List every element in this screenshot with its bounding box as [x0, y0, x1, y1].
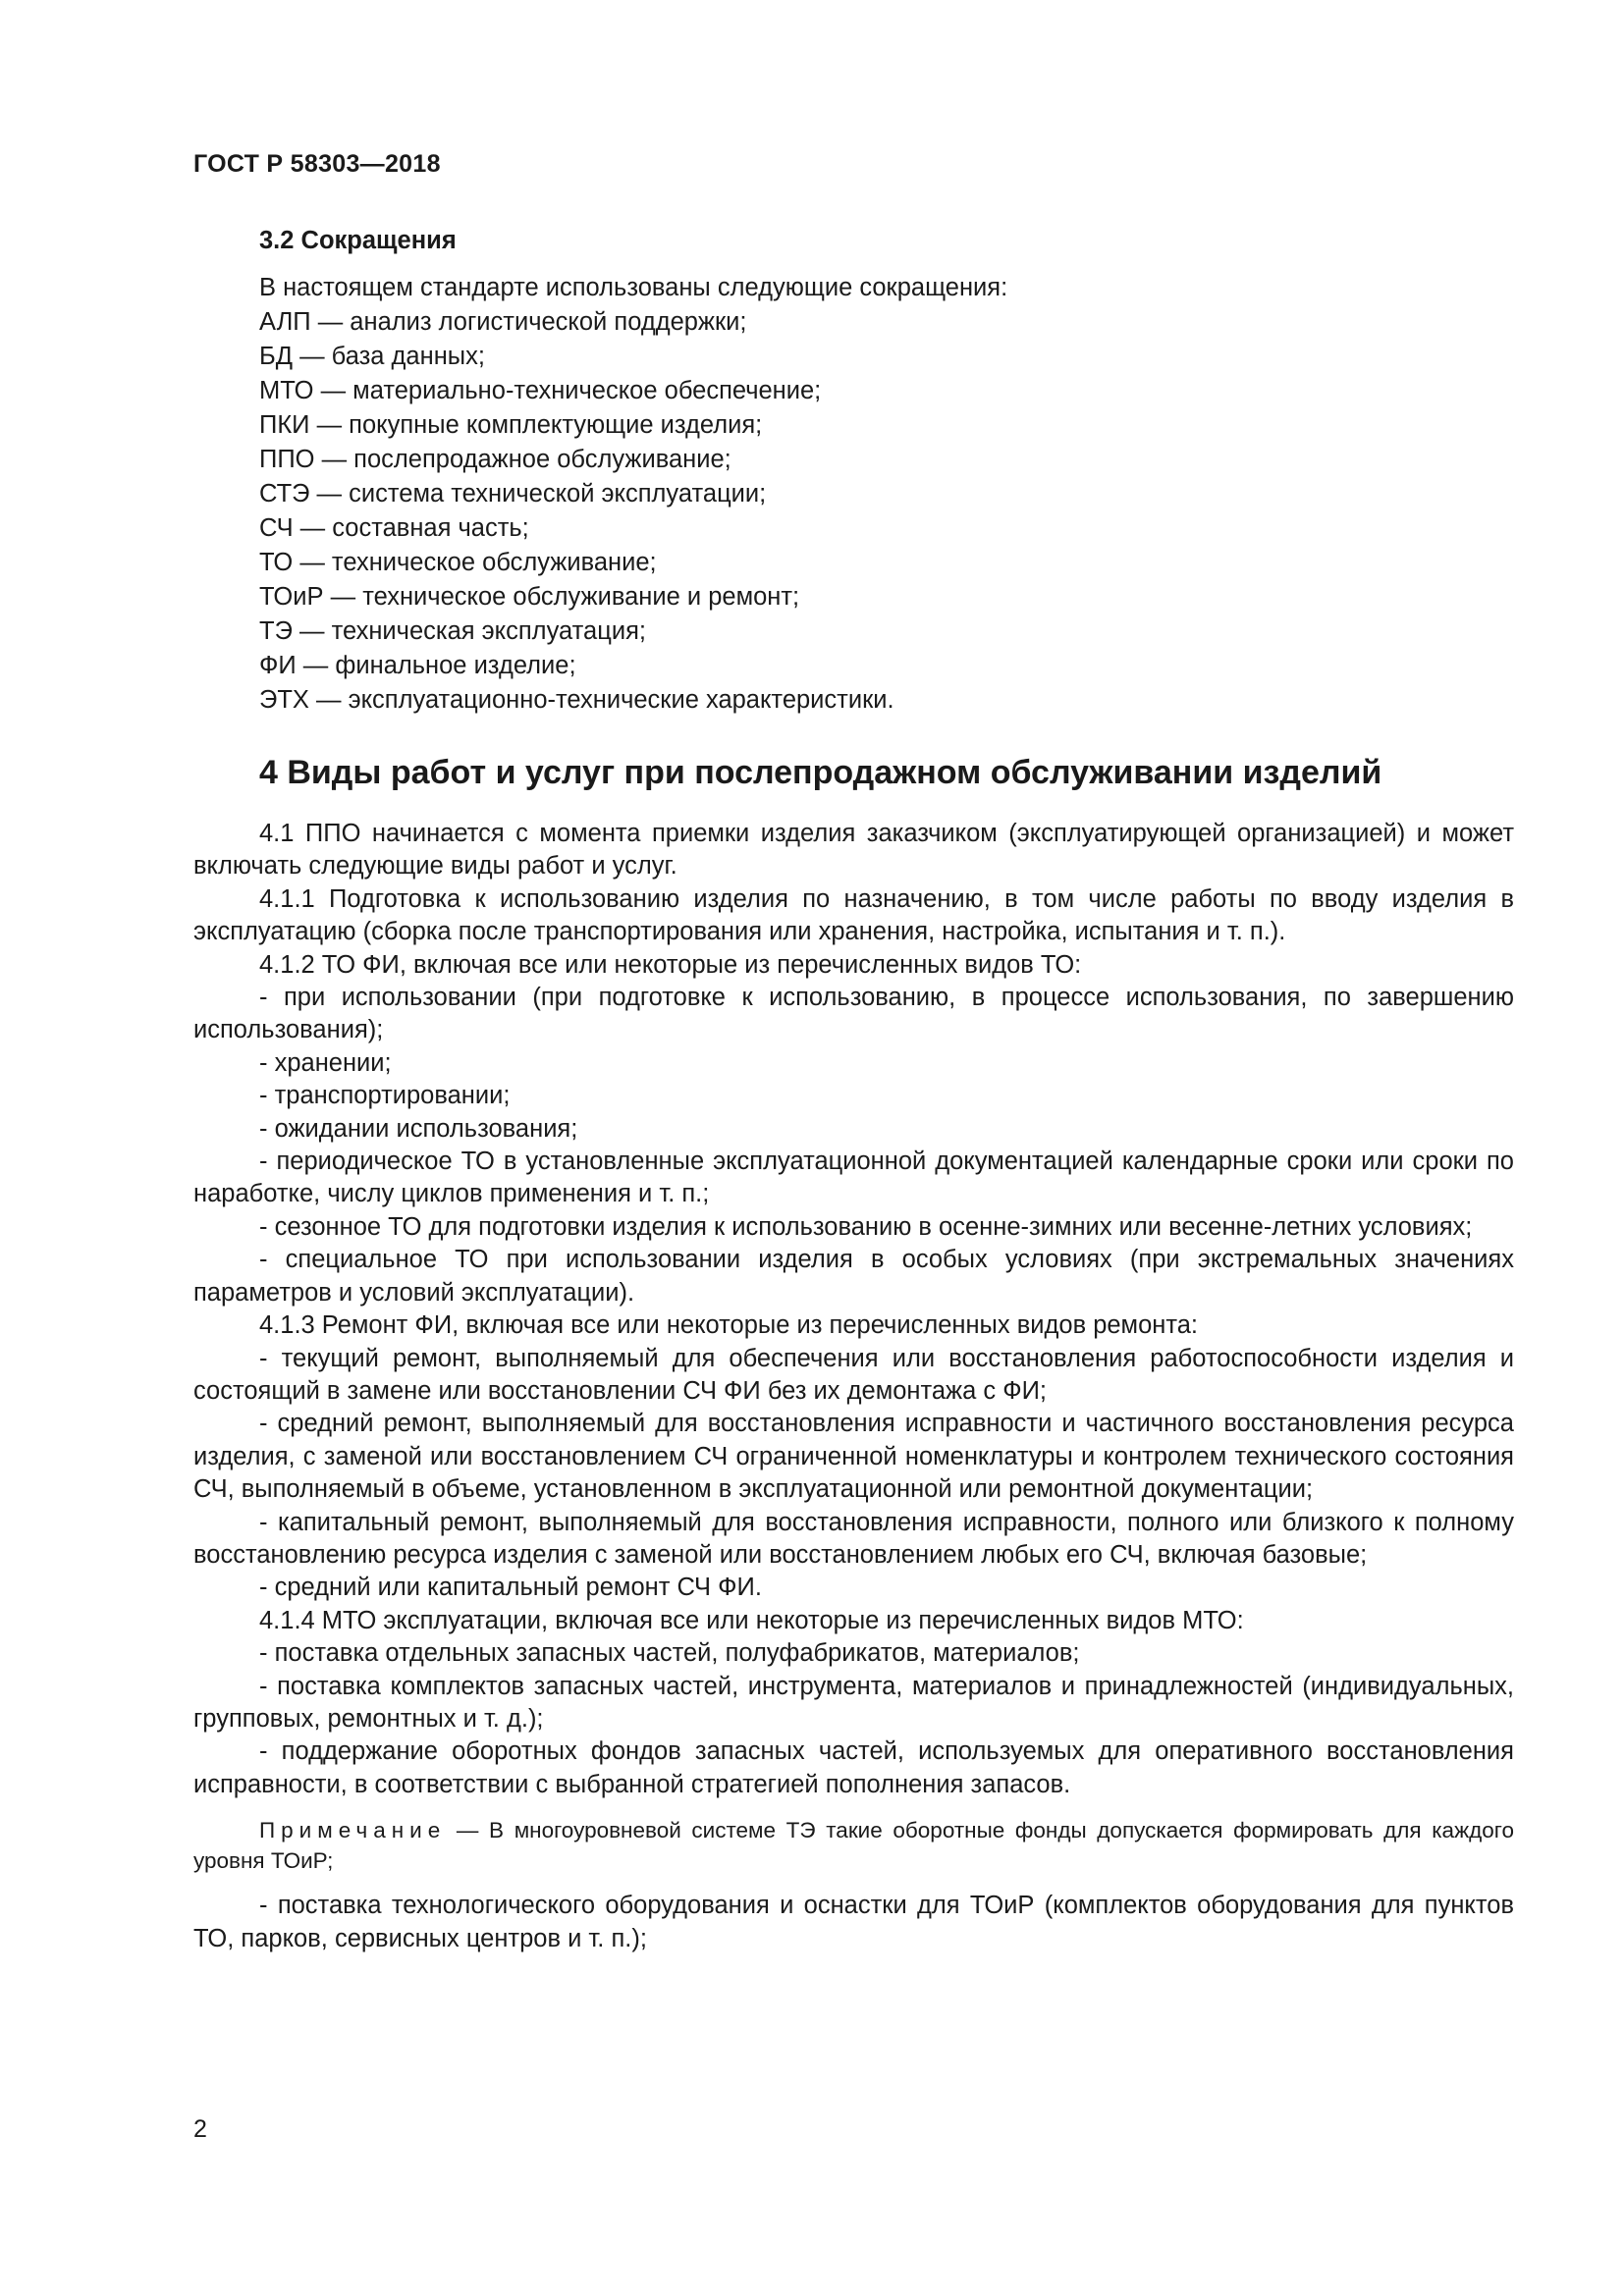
paragraph: - специальное ТО при использовании изделия в особых условиях (при экстремальных значениях параметров и условий эксплуатации).	[193, 1246, 1514, 1307]
paragraph: 4.1.4 МТО эксплуатации, включая все или некоторые из перечисленных видов МТО:	[259, 1606, 1244, 1634]
section-4-body	[193, 818, 1514, 1955]
abbreviations-intro: В настоящем стандарте использованы следующие сокращения:	[259, 274, 1008, 301]
paragraph: - текущий ремонт, выполняемый для обеспечения или восстановления работоспособности изделия и состоящий в замене или восстановлении СЧ ФИ без их демонтажа с ФИ;	[193, 1344, 1514, 1405]
paragraph: - поддержание оборотных фондов запасных частей, используемых для оперативного восстановления исправности, в соответствии с выбранной стратегией пополнения запасов.	[193, 1737, 1514, 1798]
paragraph: 4.1.2 ТО ФИ, включая все или некоторые из перечисленных видов ТО:	[259, 950, 1082, 979]
paragraph: - транспортировании;	[259, 1082, 511, 1110]
note-paragraph	[193, 1815, 1514, 1876]
abbreviation-item: ТОиР — техническое обслуживание и ремонт;	[259, 583, 800, 611]
abbreviation-item: СТЭ — система технической эксплуатации;	[259, 480, 767, 507]
paragraph: - поставка отдельных запасных частей, полуфабрикатов, материалов;	[259, 1639, 1080, 1668]
note-label: Примечание	[259, 1818, 447, 1843]
abbreviation-item: БД — база данных;	[259, 343, 485, 370]
paragraph: - при использовании (при подготовке к использованию, в процессе использования, по завершению использования);	[193, 984, 1514, 1044]
abbreviations-heading: 3.2 Сокращения	[259, 227, 457, 254]
paragraph: 4.1.3 Ремонт ФИ, включая все или некоторые из перечисленных видов ремонта:	[259, 1311, 1199, 1340]
paragraph: - капитальный ремонт, выполняемый для восстановления исправности, полного или близкого к полному восстановлению ресурса изделия с заменой или восстановлением любых его СЧ, включая базовые;	[193, 1508, 1514, 1569]
abbreviation-item: АЛП — анализ логистической поддержки;	[259, 308, 747, 336]
section-4-heading: 4 Виды работ и услуг при послепродажном обслуживании изделий	[259, 754, 1382, 791]
note-text: — В многоуровневой системе ТЭ такие оборотные фонды допускается формировать для каждого уровня ТОиР;	[193, 1818, 1514, 1874]
paragraph: - сезонное ТО для подготовки изделия к использованию в осенне-зимних или весенне-летних условиях;	[259, 1212, 1473, 1241]
paragraph: - средний или капитальный ремонт СЧ ФИ.	[259, 1574, 762, 1602]
abbreviation-item: ЭТХ — эксплуатационно-технические характеристики.	[259, 686, 894, 714]
abbreviation-item: СЧ — составная часть;	[259, 514, 529, 542]
paragraph: 4.1.1 Подготовка к использованию изделия по назначению, в том числе работы по вводу изделия в эксплуатацию (сборка после транспортирования или хранения, настройка, испытания и т. п.).	[193, 884, 1514, 946]
paragraph: - ожидании использования;	[259, 1114, 578, 1143]
paragraph: - хранении;	[259, 1048, 392, 1077]
document-code-header: ГОСТ Р 58303—2018	[193, 150, 441, 178]
abbreviation-item: ТЭ — техническая эксплуатация;	[259, 617, 646, 645]
paragraph: - поставка комплектов запасных частей, инструмента, материалов и принадлежностей (индивидуальных, групповых, ремонтных и т. д.);	[193, 1672, 1514, 1733]
page-number: 2	[193, 2115, 207, 2143]
abbreviation-item: ПКИ — покупные комплектующие изделия;	[259, 411, 763, 439]
abbreviation-item: МТО — материально-техническое обеспечение;	[259, 377, 822, 404]
abbreviation-item: ППО — послепродажное обслуживание;	[259, 446, 731, 473]
paragraph: - периодическое ТО в установленные эксплуатационной документацией календарные сроки или сроки по наработке, числу циклов применения и т. п.;	[193, 1148, 1514, 1208]
paragraph: - средний ремонт, выполняемый для восстановления исправности и частичного восстановления ресурса изделия, с заменой или восстановлением СЧ ограниченной номенклатуры и контролем технического состояния СЧ, выполняемый в объеме, установленном в эксплуатационной или ремонтной документации;	[193, 1410, 1514, 1504]
paragraph: - поставка технологического оборудования и оснастки для ТОиР (комплектов оборудования для пунктов ТО, парков, сервисных центров и т. п.);	[193, 1892, 1514, 1952]
paragraph: 4.1 ППО начинается с момента приемки изделия заказчиком (эксплуатирующей организацией) и может включать следующие виды работ и услуг.	[193, 820, 1514, 881]
abbreviations-section	[259, 224, 1516, 718]
abbreviation-item: ФИ — финальное изделие;	[259, 652, 576, 679]
abbreviation-item: ТО — техническое обслуживание;	[259, 549, 657, 576]
